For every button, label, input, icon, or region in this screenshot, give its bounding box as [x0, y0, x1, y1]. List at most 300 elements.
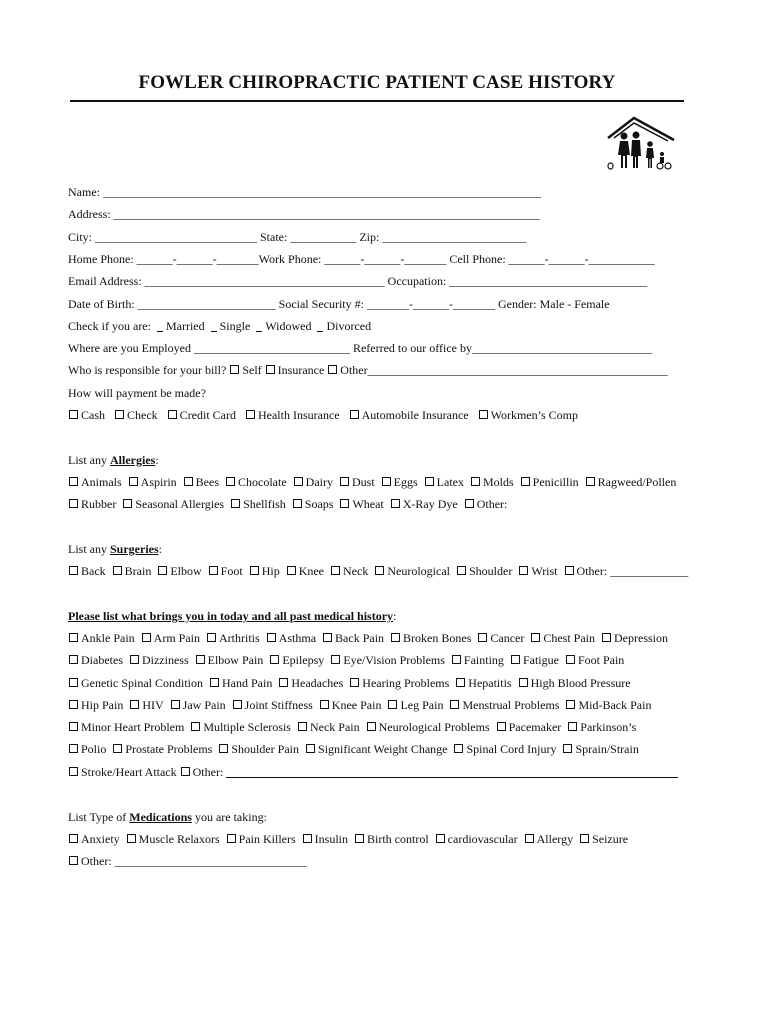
checkbox-option[interactable]: [510, 653, 559, 667]
checkbox[interactable]: [602, 633, 611, 642]
checkbox-option[interactable]: [68, 832, 120, 846]
checkbox[interactable]: [191, 722, 200, 731]
option-label: Insurance: [277, 363, 325, 377]
checkbox-option[interactable]: [68, 564, 106, 578]
checkbox[interactable]: [563, 744, 572, 753]
checkbox[interactable]: [123, 499, 132, 508]
checkbox[interactable]: [130, 655, 139, 664]
checkbox[interactable]: [388, 700, 397, 709]
option-label: Hearing Problems: [362, 676, 450, 690]
option-label: Chest Pain: [543, 631, 596, 645]
option-label: Other:: [476, 497, 508, 511]
checkbox[interactable]: [171, 700, 180, 709]
option-label: Self: [242, 363, 262, 377]
option-label: Molds: [482, 475, 514, 489]
option-label: Leg Pain: [400, 698, 444, 712]
checkbox[interactable]: [323, 633, 332, 642]
checkbox[interactable]: [279, 678, 288, 687]
checkbox-option[interactable]: [302, 832, 348, 846]
heading-prefix: List Type of: [68, 810, 130, 824]
title-rule: [70, 100, 684, 102]
checkbox-option[interactable]: [68, 742, 106, 756]
checkbox[interactable]: [465, 499, 474, 508]
option-label: HIV: [142, 698, 164, 712]
checkbox-option[interactable]: [269, 653, 324, 667]
option-label: Other__________________________________________________: [340, 363, 668, 377]
checkbox-option[interactable]: [579, 832, 628, 846]
option-label: Elbow: [170, 564, 202, 578]
option-label: Multiple Sclerosis: [203, 720, 291, 734]
medications-row-1: [68, 832, 634, 846]
option-label: Aspirin: [140, 475, 177, 489]
option-label: Stroke/Heart Attack: [81, 765, 177, 779]
checkbox-option[interactable]: [354, 832, 429, 846]
marital-blank[interactable]: [256, 331, 262, 332]
history-row-1: [68, 631, 674, 645]
checkbox[interactable]: [497, 722, 506, 731]
checkbox-option[interactable]: [601, 631, 668, 645]
option-label: Chocolate: [238, 475, 287, 489]
checkbox-option[interactable]: [68, 676, 203, 690]
checkbox-option[interactable]: [456, 564, 512, 578]
checkbox[interactable]: [452, 655, 461, 664]
option-label: Anxiety: [81, 832, 120, 846]
option-label: Neurological Problems: [378, 720, 490, 734]
checkbox-option[interactable]: [424, 475, 464, 489]
checkbox[interactable]: [130, 700, 139, 709]
checkbox-option[interactable]: [381, 475, 418, 489]
checkbox[interactable]: [69, 722, 78, 731]
option-label: Arthritis: [219, 631, 260, 645]
checkbox[interactable]: [158, 566, 167, 575]
surgeries-row: [68, 564, 694, 578]
marital-status-row: [68, 319, 371, 333]
checkbox-option[interactable]: [339, 475, 375, 489]
option-label: Brain: [124, 564, 152, 578]
checkbox[interactable]: [69, 566, 78, 575]
checkbox[interactable]: [69, 633, 78, 642]
checkbox[interactable]: [565, 566, 574, 575]
checkbox[interactable]: [479, 410, 488, 419]
option-label: Workmen’s Comp: [490, 408, 578, 422]
checkbox[interactable]: [69, 499, 78, 508]
marital-blank[interactable]: [157, 331, 163, 332]
checkbox-option[interactable]: [470, 475, 514, 489]
marital-option: Widowed: [265, 319, 312, 333]
checkbox-option[interactable]: [518, 564, 557, 578]
checkbox-option[interactable]: [68, 653, 123, 667]
checkbox[interactable]: [454, 744, 463, 753]
checkbox[interactable]: [69, 678, 78, 687]
checkbox-option[interactable]: [585, 475, 677, 489]
employer-referral-field[interactable]: Where are you Employed __________________________ Referred to our office by______________________________: [68, 341, 653, 355]
checkbox-option[interactable]: [524, 832, 573, 846]
option-label: Dust: [351, 475, 375, 489]
option-label: Penicillin: [532, 475, 579, 489]
option-label: Insulin: [314, 832, 348, 846]
checkbox[interactable]: [115, 410, 124, 419]
option-label: Animals: [81, 475, 122, 489]
checkbox-option[interactable]: [390, 631, 471, 645]
history-row-6: [68, 742, 645, 756]
checkbox-option[interactable]: [68, 698, 123, 712]
checkbox[interactable]: [69, 477, 78, 486]
checkbox[interactable]: [230, 365, 239, 374]
checkbox-option[interactable]: [112, 742, 212, 756]
history-row-3: [68, 676, 637, 690]
checkbox[interactable]: [298, 722, 307, 731]
checkbox[interactable]: [209, 566, 218, 575]
checkbox-option[interactable]: [292, 497, 334, 511]
checkbox-option[interactable]: [449, 698, 559, 712]
option-label: Other: _____________: [576, 564, 689, 578]
option-label: Asthma: [278, 631, 317, 645]
checkbox[interactable]: [519, 566, 528, 575]
page-title: FOWLER CHIROPRACTIC PATIENT CASE HISTORY: [138, 72, 616, 93]
checkbox[interactable]: [425, 477, 434, 486]
checkbox[interactable]: [471, 477, 480, 486]
checkbox[interactable]: [233, 700, 242, 709]
checkbox[interactable]: [69, 744, 78, 753]
checkbox[interactable]: [350, 410, 359, 419]
checkbox-option[interactable]: [451, 653, 504, 667]
checkbox[interactable]: [181, 767, 190, 776]
payment-question: How will payment be made?: [68, 386, 206, 400]
option-label: Check: [127, 408, 158, 422]
checkbox-option[interactable]: [232, 698, 313, 712]
checkbox-option[interactable]: [226, 832, 296, 846]
checkbox[interactable]: [331, 566, 340, 575]
checkbox-option[interactable]: [387, 698, 443, 712]
checkbox-option[interactable]: [453, 742, 556, 756]
option-label: Joint Stiffness: [244, 698, 313, 712]
heading-text: Allergies: [110, 453, 156, 467]
dob-ssn-gender-field[interactable]: Date of Birth: _______________________ Social Security #: _______-______-_______ Gender: Male - Female: [68, 297, 610, 311]
checkbox[interactable]: [320, 700, 329, 709]
option-label: Latex: [436, 475, 464, 489]
checkbox[interactable]: [294, 477, 303, 486]
checkbox-option[interactable]: [141, 631, 200, 645]
checkbox-option[interactable]: [68, 854, 307, 868]
checkbox[interactable]: [303, 834, 312, 843]
checkbox[interactable]: [355, 834, 364, 843]
checkbox-option[interactable]: [374, 564, 450, 578]
checkbox-option[interactable]: [562, 742, 638, 756]
medications-heading: [68, 810, 267, 824]
option-label: Headaches: [291, 676, 344, 690]
option-label: Automobile Insurance: [361, 408, 469, 422]
option-label: Hip: [261, 564, 280, 578]
checkbox[interactable]: [69, 834, 78, 843]
option-label: Foot: [220, 564, 243, 578]
other-history-input[interactable]: [226, 777, 678, 778]
marital-option: Single: [219, 319, 251, 333]
checkbox-option[interactable]: [464, 497, 508, 511]
checkbox[interactable]: [69, 767, 78, 776]
checkbox[interactable]: [568, 722, 577, 731]
checkbox[interactable]: [142, 633, 151, 642]
option-label: Back: [81, 564, 106, 578]
option-label: Hepatitis: [468, 676, 512, 690]
option-label: Arm Pain: [153, 631, 201, 645]
checkbox[interactable]: [287, 566, 296, 575]
history-heading: [68, 609, 396, 623]
option-label: Neck: [343, 564, 369, 578]
checkbox[interactable]: [210, 678, 219, 687]
checkbox[interactable]: [184, 477, 193, 486]
option-label: cardiovascular: [447, 832, 518, 846]
checkbox-option[interactable]: [225, 475, 287, 489]
checkbox-option[interactable]: [297, 720, 360, 734]
checkbox-option[interactable]: [208, 564, 243, 578]
checkbox[interactable]: [519, 678, 528, 687]
option-label: Cancer: [490, 631, 525, 645]
name-field[interactable]: Name: _________________________________________________________________________: [68, 185, 541, 199]
checkbox[interactable]: [267, 633, 276, 642]
option-label: Epilepsy: [282, 653, 325, 667]
option-label: Minor Heart Problem: [81, 720, 185, 734]
checkbox[interactable]: [113, 744, 122, 753]
address-field[interactable]: Address: _______________________________________________________________________: [68, 207, 540, 221]
heading-suffix: :: [393, 609, 397, 623]
checkbox-option[interactable]: [564, 564, 689, 578]
heading-suffix: you are taking:: [191, 810, 267, 824]
option-label: Rubber: [81, 497, 117, 511]
checkbox[interactable]: [382, 477, 391, 486]
option-label: Knee Pain: [331, 698, 382, 712]
checkbox-option[interactable]: [278, 676, 343, 690]
option-label: Hip Pain: [81, 698, 124, 712]
checkbox[interactable]: [69, 655, 78, 664]
checkbox[interactable]: [367, 722, 376, 731]
checkbox[interactable]: [457, 566, 466, 575]
checkbox[interactable]: [246, 410, 255, 419]
option-label: Mid-Back Pain: [578, 698, 652, 712]
option-label: Cash: [81, 408, 105, 422]
checkbox-option[interactable]: [339, 497, 383, 511]
option-label: Shoulder Pain: [231, 742, 300, 756]
checkbox-option[interactable]: [170, 698, 226, 712]
option-label: Seasonal Allergies: [135, 497, 225, 511]
option-label: Foot Pain: [577, 653, 625, 667]
responsible-row: [68, 363, 668, 377]
option-label: Spinal Cord Injury: [466, 742, 557, 756]
option-label: Knee: [298, 564, 325, 578]
checkbox[interactable]: [69, 410, 78, 419]
checkbox[interactable]: [478, 633, 487, 642]
checkbox-option[interactable]: [565, 653, 624, 667]
option-label: Eye/Vision Problems: [343, 653, 445, 667]
heading-prefix: List any: [68, 453, 110, 467]
checkbox[interactable]: [511, 655, 520, 664]
heading-text: Surgeries: [110, 542, 159, 556]
checkbox[interactable]: [127, 834, 136, 843]
city-state-zip-field[interactable]: City: ___________________________ State: ___________ Zip: ________________________: [68, 230, 527, 244]
checkbox[interactable]: [456, 678, 465, 687]
option-label: Shoulder: [469, 564, 513, 578]
checkbox[interactable]: [69, 700, 78, 709]
checkbox-option[interactable]: [122, 497, 224, 511]
option-label: Birth control: [367, 832, 429, 846]
marital-label: Check if you are:: [68, 319, 151, 333]
option-label: Pacemaker: [508, 720, 562, 734]
checkbox[interactable]: [328, 365, 337, 374]
checkbox[interactable]: [340, 477, 349, 486]
option-label: Ankle Pain: [81, 631, 135, 645]
option-label: X-Ray Dye: [402, 497, 458, 511]
checkbox[interactable]: [525, 834, 534, 843]
checkbox-option[interactable]: [390, 497, 458, 511]
checkbox-option[interactable]: [218, 742, 299, 756]
history-row-5: [68, 720, 642, 734]
checkbox-option[interactable]: [68, 720, 184, 734]
responsible-label: Who is responsible for your bill?: [68, 363, 227, 377]
checkbox-option[interactable]: [68, 497, 116, 511]
checkbox-option[interactable]: [286, 564, 324, 578]
heading-prefix: List any: [68, 542, 110, 556]
checkbox-option[interactable]: [319, 698, 382, 712]
option-label: Neck Pain: [309, 720, 360, 734]
option-label: Health Insurance: [257, 408, 340, 422]
option-label: Wrist: [531, 564, 558, 578]
checkbox-option[interactable]: [68, 475, 122, 489]
checkbox-option[interactable]: [112, 564, 152, 578]
checkbox-option[interactable]: [249, 564, 280, 578]
marital-option: Divorced: [326, 319, 372, 333]
checkbox[interactable]: [293, 499, 302, 508]
checkbox-option[interactable]: [230, 497, 286, 511]
option-label: Other: ________________________________: [81, 854, 307, 868]
checkbox-option[interactable]: [565, 698, 651, 712]
checkbox-option[interactable]: [209, 676, 272, 690]
checkbox-option[interactable]: [206, 631, 260, 645]
checkbox-option[interactable]: [157, 564, 201, 578]
option-label: Credit Card: [179, 408, 236, 422]
checkbox-option[interactable]: [190, 720, 291, 734]
checkbox[interactable]: [566, 700, 575, 709]
allergies-heading: [68, 453, 159, 467]
marital-blank[interactable]: [211, 331, 217, 332]
checkbox-option[interactable]: [366, 720, 490, 734]
option-label: Jaw Pain: [182, 698, 226, 712]
checkbox[interactable]: [391, 499, 400, 508]
checkbox[interactable]: [266, 365, 275, 374]
checkbox[interactable]: [227, 834, 236, 843]
checkbox[interactable]: [196, 655, 205, 664]
checkbox-option[interactable]: [518, 676, 631, 690]
checkbox-option[interactable]: [128, 475, 177, 489]
checkbox[interactable]: [586, 477, 595, 486]
option-label: Hand Pain: [222, 676, 273, 690]
checkbox-option[interactable]: [68, 631, 135, 645]
checkbox[interactable]: [391, 633, 400, 642]
checkbox[interactable]: [450, 700, 459, 709]
option-label: Polio: [81, 742, 107, 756]
allergies-row-2: [68, 497, 513, 511]
checkbox-option[interactable]: [129, 653, 189, 667]
checkbox-option[interactable]: [195, 653, 264, 667]
option-label: Allergy: [536, 832, 574, 846]
checkbox[interactable]: [306, 744, 315, 753]
checkbox[interactable]: [69, 856, 78, 865]
checkbox[interactable]: [113, 566, 122, 575]
checkbox-option[interactable]: [183, 475, 219, 489]
checkbox[interactable]: [340, 499, 349, 508]
checkbox[interactable]: [226, 477, 235, 486]
option-label: Genetic Spinal Condition: [81, 676, 203, 690]
option-label: Wheat: [352, 497, 384, 511]
checkbox[interactable]: [566, 655, 575, 664]
checkbox[interactable]: [250, 566, 259, 575]
checkbox[interactable]: [168, 410, 177, 419]
checkbox-option[interactable]: [477, 631, 524, 645]
marital-option: Married: [165, 319, 205, 333]
checkbox[interactable]: [521, 477, 530, 486]
checkbox[interactable]: [375, 566, 384, 575]
marital-blank[interactable]: [317, 331, 323, 332]
checkbox[interactable]: [531, 633, 540, 642]
email-occupation-field[interactable]: Email Address: ________________________________________ Occupation: _________________________________: [68, 274, 648, 288]
checkbox-option[interactable]: [330, 564, 368, 578]
history-row-4: [68, 698, 657, 712]
payment-row: [68, 408, 584, 422]
checkbox-option[interactable]: [293, 475, 333, 489]
checkbox-option[interactable]: [129, 698, 163, 712]
checkbox-option[interactable]: [496, 720, 562, 734]
heading-text: Medications: [129, 810, 192, 824]
option-label: Prostate Problems: [125, 742, 213, 756]
allergies-row-1: [68, 475, 682, 489]
option-label: Pain Killers: [238, 832, 296, 846]
option-label: Ragweed/Pollen: [597, 475, 677, 489]
heading-suffix: :: [158, 542, 162, 556]
heading-text: Please list what brings you in today and all past medical history: [68, 609, 394, 623]
checkbox[interactable]: [129, 477, 138, 486]
checkbox-option[interactable]: [567, 720, 636, 734]
option-label: Dairy: [305, 475, 333, 489]
option-label: Sprain/Strain: [575, 742, 639, 756]
checkbox[interactable]: [331, 655, 340, 664]
checkbox[interactable]: [231, 499, 240, 508]
checkbox[interactable]: [207, 633, 216, 642]
checkbox[interactable]: [436, 834, 445, 843]
checkbox[interactable]: [580, 834, 589, 843]
option-label: Other:: [192, 765, 227, 779]
option-label: Diabetes: [81, 653, 123, 667]
checkbox-option[interactable]: [305, 742, 447, 756]
checkbox-option[interactable]: [330, 653, 445, 667]
checkbox-option[interactable]: [435, 832, 518, 846]
heading-suffix: :: [155, 453, 159, 467]
checkbox[interactable]: [270, 655, 279, 664]
checkbox-option[interactable]: [349, 676, 449, 690]
option-label: Fainting: [463, 653, 504, 667]
option-label: Muscle Relaxors: [138, 832, 220, 846]
checkbox[interactable]: [219, 744, 228, 753]
phone-fields[interactable]: Home Phone: ______-______-_______Work Phone: ______-______-_______ Cell Phone: ______-______-___________: [68, 252, 655, 266]
checkbox-option[interactable]: [126, 832, 220, 846]
option-label: Significant Weight Change: [318, 742, 448, 756]
checkbox[interactable]: [350, 678, 359, 687]
checkbox-option[interactable]: [455, 676, 511, 690]
checkbox-option[interactable]: [520, 475, 579, 489]
checkbox-option[interactable]: [322, 631, 384, 645]
checkbox-option[interactable]: [530, 631, 595, 645]
option-label: Seizure: [592, 832, 629, 846]
option-label: Eggs: [393, 475, 418, 489]
option-label: Soaps: [304, 497, 334, 511]
checkbox-option[interactable]: [266, 631, 316, 645]
